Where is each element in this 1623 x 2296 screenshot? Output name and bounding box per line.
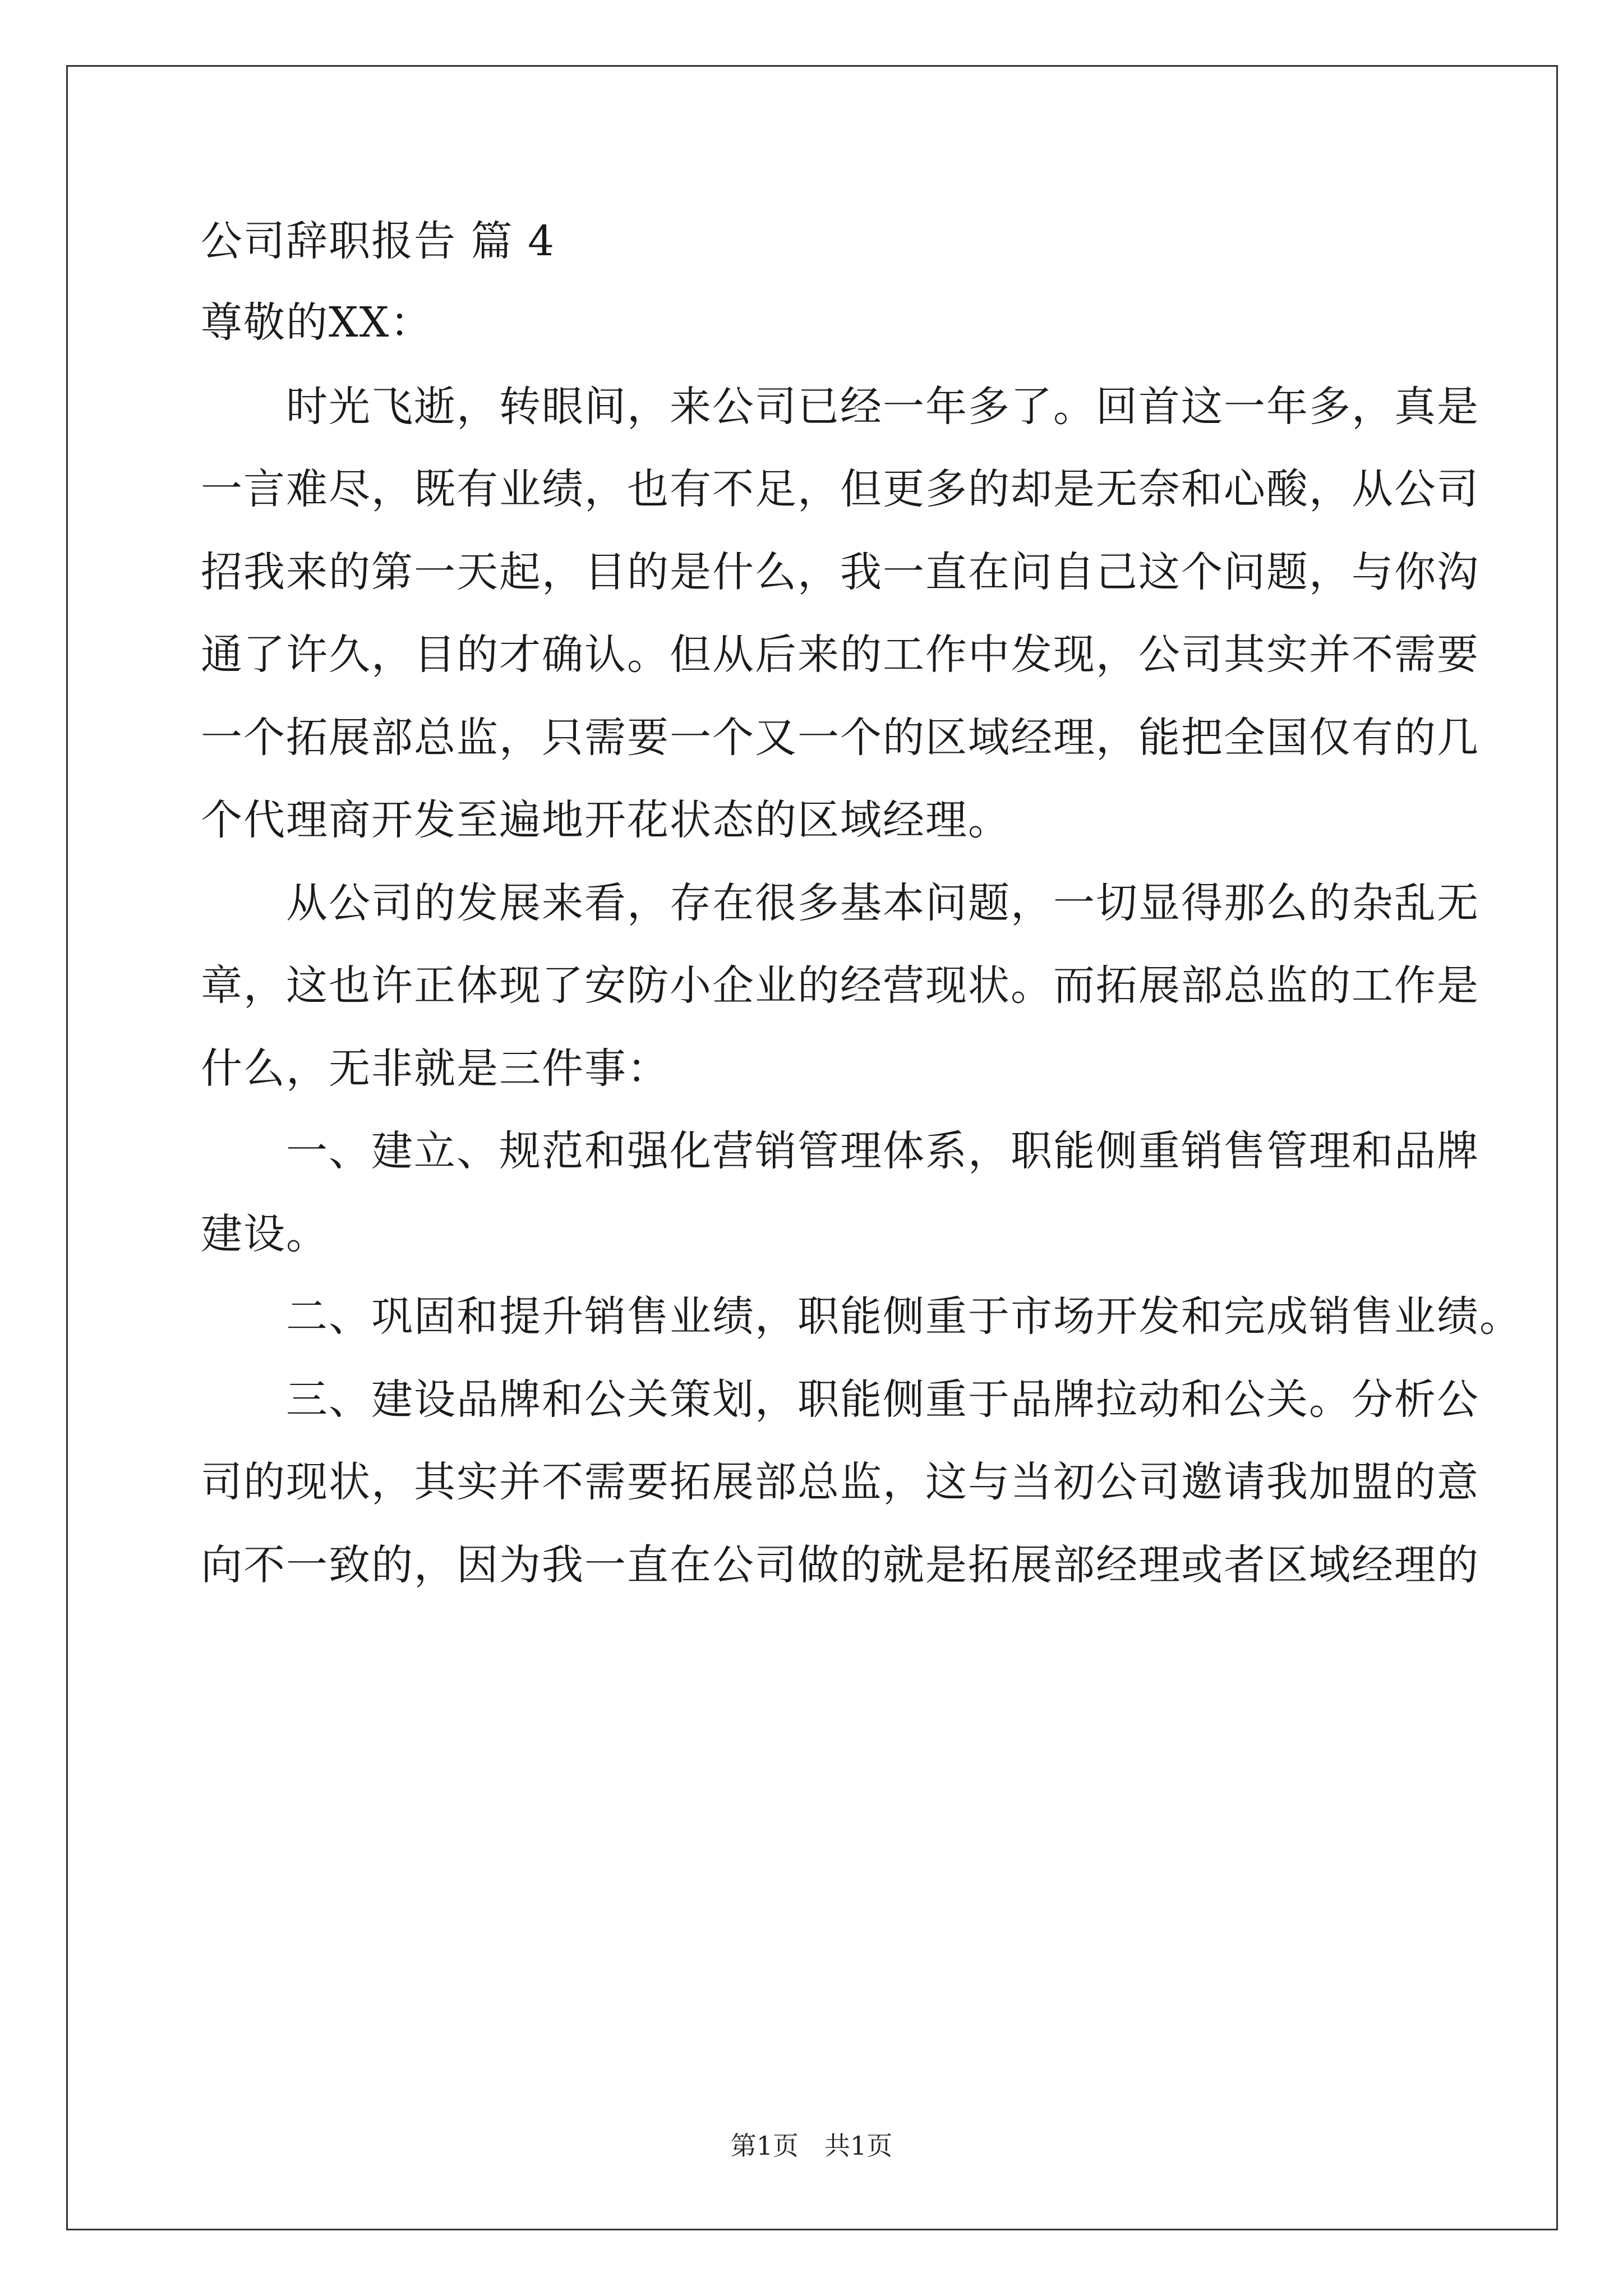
document-title: 公司辞职报告 篇 4 — [201, 217, 556, 265]
body-line: 一个拓展部总监，只需要一个又一个的区域经理，能把全国仅有的几 — [201, 714, 1479, 762]
body-line: 什么，无非就是三件事： — [201, 1045, 670, 1093]
body-line: 向不一致的，因为我一直在公司做的就是拓展部经理或者区域经理的 — [201, 1541, 1479, 1589]
body-line: 一言难尽，既有业绩，也有不足，但更多的却是无奈和心酸，从公司 — [201, 465, 1479, 513]
salutation: 尊敬的XX： — [201, 298, 433, 347]
body-line: 从公司的发展来看，存在很多基本问题，一切显得那么的杂乱无 — [201, 879, 1479, 927]
body-line: 建设。 — [201, 1210, 329, 1258]
body-line: 司的现状，其实并不需要拓展部总监，这与当初公司邀请我加盟的意 — [201, 1458, 1479, 1506]
body-line: 通了许久，目的才确认。但从后来的工作中发现，公司其实并不需要 — [201, 631, 1479, 679]
body-line: 个代理商开发至遍地开花状态的区域经理。 — [201, 796, 1011, 844]
body-line: 二、巩固和提升销售业绩，职能侧重于市场开发和完成销售业绩。 — [201, 1292, 1522, 1341]
body-line: 时光飞逝，转眼间，来公司已经一年多了。回首这一年多，真是 — [201, 383, 1479, 431]
body-line: 三、建设品牌和公关策划，职能侧重于品牌拉动和公关。分析公 — [201, 1375, 1479, 1424]
body-line: 一、建立、规范和强化营销管理体系，职能侧重销售管理和品牌 — [201, 1127, 1479, 1175]
page-number-footer: 第1页 共1页 — [730, 2131, 893, 2161]
body-line: 招我来的第一天起，目的是什么，我一直在问自己这个问题，与你沟 — [201, 548, 1479, 596]
body-line: 章，这也许正体现了安防小企业的经营现状。而拓展部总监的工作是 — [201, 961, 1479, 1010]
